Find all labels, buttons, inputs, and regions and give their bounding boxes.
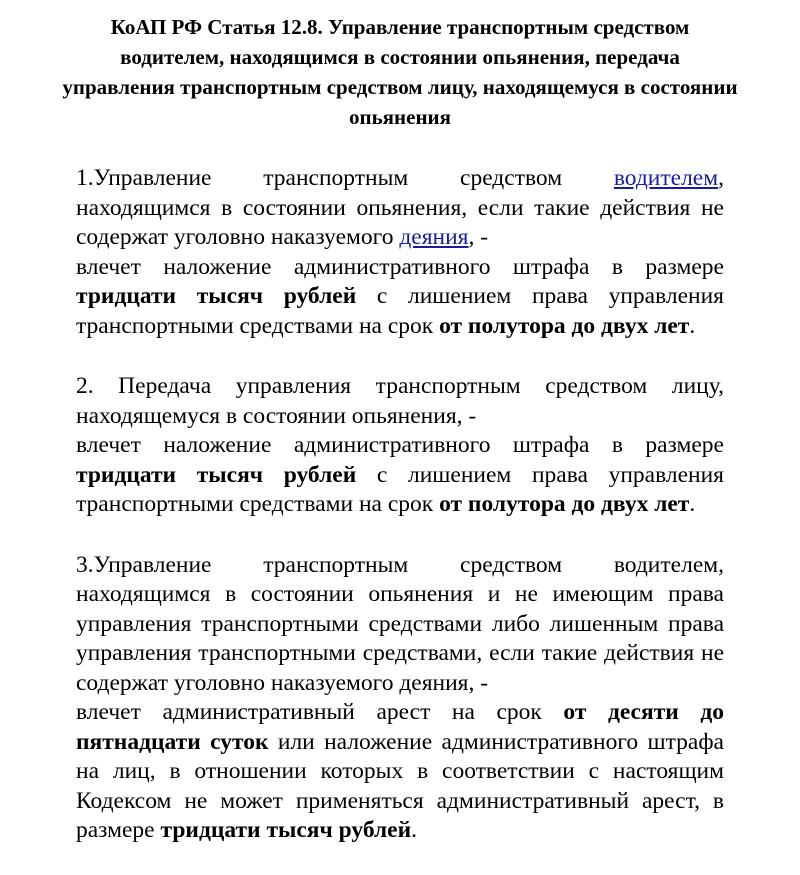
link-deyanie[interactable]: деяния — [399, 224, 469, 250]
part-1-text-a: 1.Управление транспортным средством — [76, 165, 614, 191]
part-1-disposition — [76, 164, 724, 253]
article-part-1 — [76, 164, 724, 341]
part-2-disposition: 2. Передача управления транспортным средством лицу, находящемуся в состоянии опьянения, - — [76, 373, 724, 429]
part-1-sanction-end: . — [689, 312, 696, 339]
part-3-arrest-term: от десяти до пятнадцати суток — [76, 699, 724, 755]
part-2-deprivation-term: от полутора до двух лет — [439, 491, 690, 517]
part-2-fine-amount: тридцати тысяч рублей — [76, 461, 357, 488]
part-1-deprivation-term: от полутора до двух лет — [439, 312, 690, 339]
article-part-2 — [76, 372, 724, 520]
part-1-fine-amount: тридцати тысяч рублей — [76, 283, 357, 309]
document-page — [62, 12, 738, 875]
part-2-sanction-prefix: влечет наложение административного штрафа в размере — [76, 432, 724, 458]
link-voditel[interactable]: водителем — [613, 165, 719, 191]
part-3-disposition: 3.Управление транспортным средством водителем, находящимся в состоянии опьянения и не имеющим права управления транспортными средствами либо лишенным права управления транспортными средствами, если такие действия не содержат уголовно наказуемого деяния, - — [76, 551, 724, 696]
part-1-sanction — [76, 253, 724, 342]
part-2-sanction-end: . — [689, 491, 696, 517]
part-3-sanction-mid: или наложение административного штрафа на лиц, в отношении которых в соответствии с настоящим Кодексом не может применяться административный арест, в размере — [76, 728, 724, 843]
part-3-sanction-end: . — [411, 817, 418, 843]
part-1-sanction-prefix: влечет наложение административного штрафа в размере — [76, 253, 724, 280]
part-2-sanction — [76, 431, 724, 520]
article-body — [76, 164, 724, 846]
part-3-sanction-prefix: влечет административный арест на срок — [76, 699, 564, 725]
article-part-3 — [76, 551, 724, 846]
part-1-text-b: , находящимся в состоянии опьянения, если такие действия не содержат уголовно наказуемого — [76, 165, 724, 250]
part-1-text-c: , - — [468, 224, 489, 250]
part-3-sanction — [76, 698, 724, 846]
part-2-sanction-mid: с лишением права управления транспортными средствами на срок — [76, 461, 724, 517]
part-1-sanction-mid: с лишением права управления транспортными средствами на срок — [76, 283, 724, 339]
part-3-fine-amount: тридцати тысяч рублей — [160, 817, 412, 843]
article-title: КоАП РФ Статья 12.8. Управление транспортным средством водителем, находящимся в состоянии опьянения, передача управления транспортным средством лицу, находящемуся в состоянии опьянения — [62, 15, 738, 129]
